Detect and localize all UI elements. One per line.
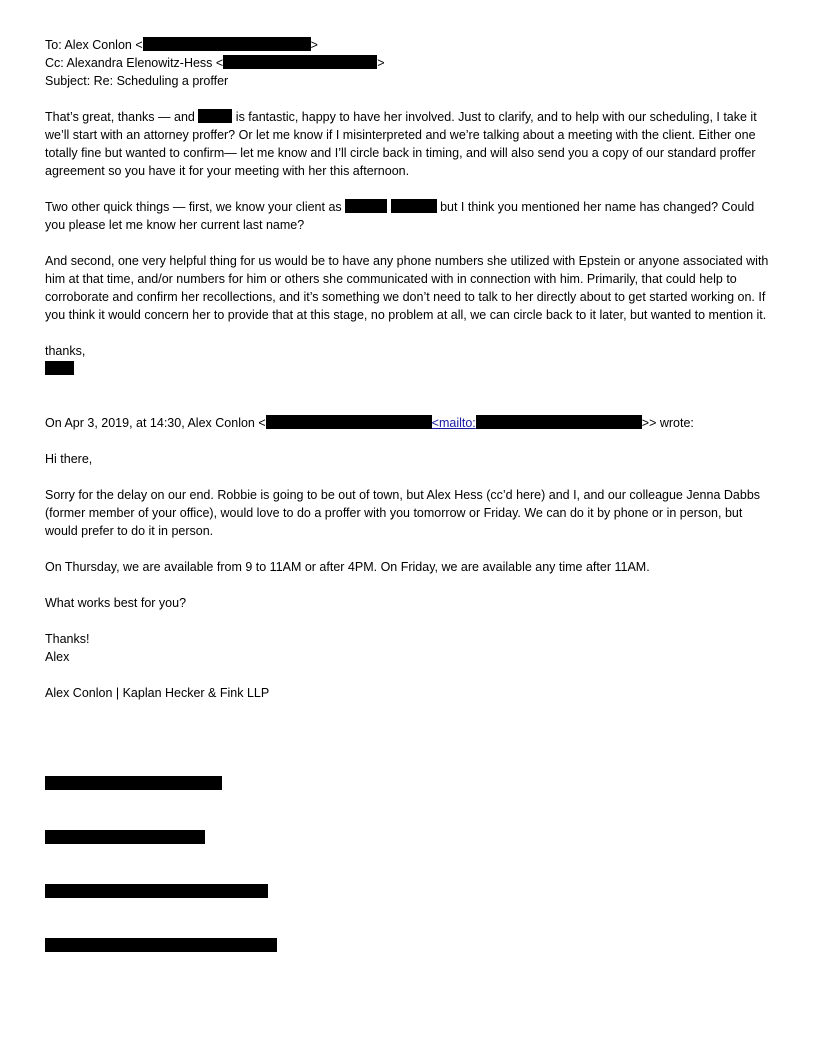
to-line [45,36,771,54]
redaction-signature-line-3 [45,884,268,898]
quoted-signature: Alex Conlon | Kaplan Hecker & Fink LLP [45,686,270,700]
reply-paragraph-1 [45,108,771,180]
reply-p1-start: That’s great, thanks — and [45,110,199,124]
quoted-intro-start: On Apr 3, 2019, at 14:30, Alex Conlon < [45,416,266,430]
reply-p2-end: but I think you mentioned her name has changed? Could you please let me know her current last name? [45,200,755,232]
redaction-cc-email [223,55,377,69]
redaction-to-email [143,37,311,51]
quoted-intro-end: >> wrote: [641,416,694,430]
reply-p1-end: is fantastic, happy to have her involved. Just to clarify, and to help with our scheduling, I take it we’ll start with an attorney proffer? Or let me know if I misinterpreted and we’re talking about a meeting with the client. Either one totally fine but wanted to confirm— let me know and I’ll circle back in timing, and will also send you a copy of our standard proffer agreement so you have it for your meeting with her this afternoon. [45,110,757,178]
redaction-signature-line-4 [45,938,277,952]
quoted-thanks: Thanks! [45,632,90,646]
quoted-greeting: Hi there, [45,452,93,466]
redaction-signature-line-1 [45,776,222,790]
reply-signer [45,360,771,378]
email-body [45,36,771,702]
redaction-sender-email [266,415,432,429]
redaction-signature-line-2 [45,830,205,844]
cc-label: Cc: Alexandra Elenowitz-Hess < [45,56,224,70]
quoted-name: Alex [45,650,70,664]
reply-paragraph-3: And second, one very helpful thing for us would be to have any phone numbers she utilized with Epstein or anyone associated with him at that time, and/or numbers for him or others she communicated with in connection with him. Primarily, that could help to corroborate and confirm her recollections, and it’s something we don’t need to talk to her directly about to get started working on. If you think it would concern her to provide that at this stage, no problem at all, we can circle back to it later, but wanted to mention it. [45,254,769,322]
redaction-first-name [345,199,387,213]
cc-line [45,54,771,72]
redaction-name [198,109,232,123]
quoted-paragraph-2: On Thursday, we are available from 9 to 11AM or after 4PM. On Friday, we are available any time after 11AM. [45,560,650,574]
quoted-intro [45,414,771,432]
redaction-last-name [391,199,437,213]
reply-paragraph-2 [45,198,771,234]
redaction-mailto-email [476,415,642,429]
mailto-link[interactable]: <mailto: [431,416,476,430]
quoted-paragraph-3: What works best for you? [45,596,187,610]
to-label: To: Alex Conlon < [45,38,143,52]
cc-close: > [377,56,385,70]
to-close: > [310,38,318,52]
subject-line: Subject: Re: Scheduling a proffer [45,74,229,88]
redaction-signer-name [45,361,74,375]
quoted-paragraph-1: Sorry for the delay on our end. Robbie is going to be out of town, but Alex Hess (cc’d here) and I, and our colleague Jenna Dabbs (former member of your office), would love to do a proffer with you tomorrow or Friday. We can do it by phone or in person, but would prefer to do it in person. [45,488,761,538]
reply-p2-start: Two other quick things — first, we know your client as [45,200,346,214]
reply-signoff: thanks, [45,344,86,358]
